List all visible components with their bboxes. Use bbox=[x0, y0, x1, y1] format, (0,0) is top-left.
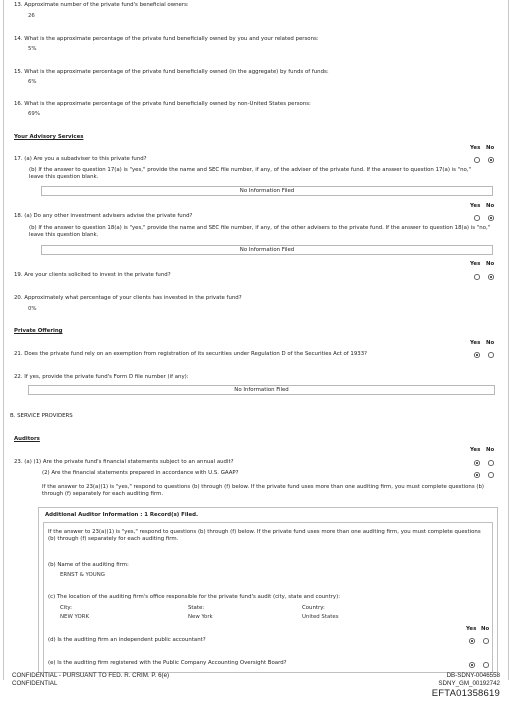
q21-yes-radio[interactable] bbox=[474, 352, 480, 358]
q23-instructions: If the answer to 23(a)(1) is "yes," respond to questions (b) through (f) below. If the private fund uses more than one auditing firm, you must complete questions (b) through (f) separately for each auditing firm. bbox=[42, 484, 484, 497]
qd-no-header: No bbox=[481, 626, 490, 632]
q16-label: 16. What is the approximate percentage of the private fund beneficially owned by non-United States persons: bbox=[14, 101, 311, 107]
q21-yes-header: Yes bbox=[470, 340, 481, 346]
inner-instructions: If the answer to 23(a)(1) is "yes," respond to questions (b) through (f) below. If the private fund uses more than one auditing firm, you must complete questions (b) through (f) separately for each auditing firm. bbox=[48, 529, 481, 542]
q17-no-header: No bbox=[486, 145, 495, 151]
country-label: Country: bbox=[302, 605, 325, 611]
q17a-yes-radio[interactable] bbox=[474, 157, 480, 163]
q19-yes-header: Yes bbox=[470, 261, 481, 267]
qd-yes-header: Yes bbox=[466, 626, 477, 632]
bates-sdny-gm: SDNY_GM_00192742 bbox=[438, 680, 500, 687]
service-providers-title: B. SERVICE PROVIDERS bbox=[10, 413, 73, 419]
country-value: United States bbox=[302, 614, 339, 620]
q22-label: 22. If yes, provide the private fund's Form D file number (if any): bbox=[14, 374, 189, 380]
q19-label: 19. Are your clients solicited to invest in the private fund? bbox=[14, 272, 171, 278]
bates-efta: EFTA01358619 bbox=[431, 688, 500, 699]
q23a2-no-radio[interactable] bbox=[488, 472, 494, 478]
qe-label: (e) Is the auditing firm registered with the Public Company Accounting Oversight Board? bbox=[48, 660, 287, 666]
q18b-field[interactable]: No Information Filed bbox=[41, 245, 493, 255]
additional-auditor-title: Additional Auditor Information : 1 Record(s) Filed. bbox=[45, 512, 199, 518]
city-label: City: bbox=[60, 605, 72, 611]
confidential-label: CONFIDENTIAL bbox=[12, 680, 58, 687]
q18-no-header: No bbox=[486, 203, 495, 209]
q23a1-no-radio[interactable] bbox=[488, 460, 494, 466]
q23-yes-header: Yes bbox=[470, 447, 481, 453]
q19-yes-radio[interactable] bbox=[474, 274, 480, 280]
auditors-section-title: Auditors bbox=[14, 436, 40, 442]
q18b-label: (b) If the answer to question 18(a) is "yes," provide the name and SEC file number, if any, of the other advisers to the private fund. If the answer to question 18(a) is "no," leave this question blank. bbox=[29, 225, 491, 238]
q21-no-radio[interactable] bbox=[488, 352, 494, 358]
q19-no-radio[interactable] bbox=[488, 274, 494, 280]
qe-yes-radio[interactable] bbox=[469, 662, 475, 668]
city-value: NEW YORK bbox=[60, 614, 90, 620]
q17a-label: 17. (a) Are you a subadviser to this private fund? bbox=[14, 156, 147, 162]
q17b-field[interactable]: No Information Filed bbox=[41, 186, 493, 196]
q19-no-header: No bbox=[486, 261, 495, 267]
qb-value: ERNST & YOUNG bbox=[60, 572, 105, 578]
qb-label: (b) Name of the auditing firm: bbox=[48, 562, 129, 568]
q15-label: 15. What is the approximate percentage of the private fund beneficially owned (in the aggregate) by funds of funds: bbox=[14, 69, 329, 75]
q20-value: 0% bbox=[28, 306, 37, 312]
advisory-section-title: Your Advisory Services bbox=[14, 134, 84, 140]
q13-value: 26 bbox=[28, 13, 35, 19]
state-value: New York bbox=[188, 614, 213, 620]
q18a-yes-radio[interactable] bbox=[474, 215, 480, 221]
state-label: State: bbox=[188, 605, 205, 611]
qd-label: (d) Is the auditing firm an independent public accountant? bbox=[48, 637, 206, 643]
q14-label: 14. What is the approximate percentage of the private fund beneficially owned by you and your related persons: bbox=[14, 36, 319, 42]
q18-yes-header: Yes bbox=[470, 203, 481, 209]
bates-db-sdny: DB-SDNY-0046558 bbox=[446, 672, 500, 679]
q18a-no-radio[interactable] bbox=[488, 215, 494, 221]
offering-section-title: Private Offering bbox=[14, 328, 63, 334]
q17b-label: (b) If the answer to question 17(a) is "yes," provide the name and SEC file number, if any, of the adviser of the private fund. If the answer to question 17(a) is "no," leave this question blank. bbox=[29, 167, 472, 180]
q20-label: 20. Approximately what percentage of your clients has invested in the private fund? bbox=[14, 295, 242, 301]
q15-value: 6% bbox=[28, 79, 37, 85]
q23a1-yes-radio[interactable] bbox=[474, 460, 480, 466]
q18a-label: 18. (a) Do any other investment advisers advise the private fund? bbox=[14, 213, 193, 219]
q21-label: 21. Does the private fund rely on an exemption from registration of its securities under Regulation D of the Securities Act of 1933? bbox=[14, 351, 367, 357]
q17-yes-header: Yes bbox=[470, 145, 481, 151]
q23a2-label: (2) Are the financial statements prepared in accordance with U.S. GAAP? bbox=[42, 470, 239, 476]
qd-no-radio[interactable] bbox=[483, 638, 489, 644]
q13-label: 13. Approximate number of the private fund's beneficial owners: bbox=[14, 2, 189, 8]
q14-value: 5% bbox=[28, 46, 37, 52]
q21-no-header: No bbox=[486, 340, 495, 346]
q23a1-label: 23. (a) (1) Are the private fund's financial statements subject to an annual audit? bbox=[14, 459, 234, 465]
qe-no-radio[interactable] bbox=[483, 662, 489, 668]
qc-label: (c) The location of the auditing firm's office responsible for the private fund's audit (city, state and country): bbox=[48, 594, 341, 600]
q23-no-header: No bbox=[486, 447, 495, 453]
qd-yes-radio[interactable] bbox=[469, 638, 475, 644]
q23a2-yes-radio[interactable] bbox=[474, 472, 480, 478]
q16-value: 69% bbox=[28, 111, 40, 117]
q17a-no-radio[interactable] bbox=[488, 157, 494, 163]
confidential-notice: CONFIDENTIAL - PURSUANT TO FED. R. CRIM. P. 6(e) bbox=[12, 672, 170, 679]
q22-field[interactable]: No Information Filed bbox=[28, 385, 495, 395]
